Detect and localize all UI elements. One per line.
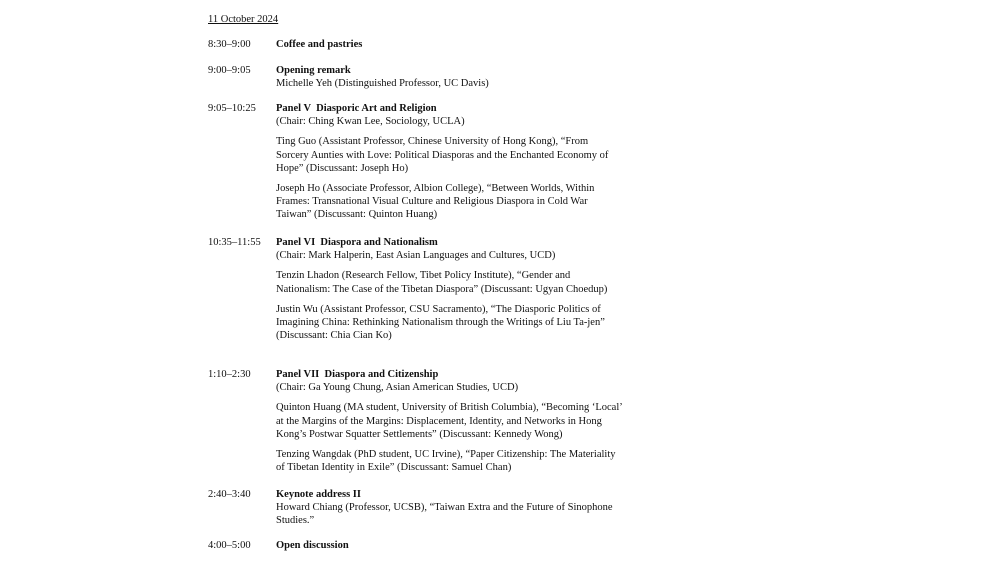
slot-time: 2:40–3:40 <box>208 489 251 500</box>
slot-time: 9:00–9:05 <box>208 65 251 76</box>
talk-line: Ting Guo (Assistant Professor, Chinese University of Hong Kong), “From <box>276 136 589 148</box>
talk-line: Quinton Huang (MA student, University of British Columbia), “Becoming ‘Local’ <box>276 402 623 414</box>
talk-line: Tenzin Lhadon (Research Fellow, Tibet Policy Institute), “Gender and <box>276 270 571 282</box>
slot-body <box>276 102 656 222</box>
speaker-line: Howard Chiang (Professor, UCSB), “Taiwan Extra and the Future of Sinophone <box>276 502 613 514</box>
slot-time: 9:05–10:25 <box>208 103 256 114</box>
talk-entry <box>276 401 656 441</box>
panel-chair: (Chair: Mark Halperin, East Asian Languages and Cultures, UCD) <box>276 250 556 262</box>
talk-line: Nationalism: The Case of the Tibetan Diaspora” (Discussant: Ugyan Choedup) <box>276 283 608 295</box>
slot-body <box>276 236 656 342</box>
slot-body <box>276 38 656 51</box>
speaker-line: Studies.” <box>276 515 315 527</box>
slot-title: Keynote address II <box>276 489 361 500</box>
panel-title: Panel VII Diaspora and Citizenship <box>276 369 439 380</box>
slot-body <box>276 488 656 528</box>
slot-body <box>276 539 656 552</box>
talk-entry <box>276 182 656 222</box>
slot-title: Opening remark <box>276 65 351 76</box>
slot-time: 4:00–5:00 <box>208 540 251 551</box>
talk-line: at the Margins of the Margins: Displacement, Identity, and Networks in Hong <box>276 415 602 427</box>
slot-body <box>276 368 656 474</box>
slot-body <box>276 64 656 90</box>
panel-title: Panel V Diasporic Art and Religion <box>276 103 437 114</box>
talk-entry <box>276 448 656 474</box>
slot-time: 10:35–11:55 <box>208 237 261 248</box>
panel-chair: (Chair: Ga Young Chung, Asian American Studies, UCD) <box>276 382 519 394</box>
panel-title: Panel VI Diaspora and Nationalism <box>276 237 438 248</box>
speaker-line: Michelle Yeh (Distinguished Professor, UC Davis) <box>276 78 489 90</box>
panel-chair: (Chair: Ching Kwan Lee, Sociology, UCLA) <box>276 116 465 128</box>
talk-line: Sorcery Aunties with Love: Political Diasporas and the Enchanted Economy of <box>276 149 609 161</box>
talk-line: Imagining China: Rethinking Nationalism through the Writings of Liu Ta-jen” <box>276 317 605 329</box>
slot-time: 1:10–2:30 <box>208 369 251 380</box>
talk-line: Joseph Ho (Associate Professor, Albion College), “Between Worlds, Within <box>276 183 595 195</box>
talk-line: of Tibetan Identity in Exile” (Discussant: Samuel Chan) <box>276 462 512 474</box>
talk-line: Frames: Transnational Visual Culture and Religious Diaspora in Cold War <box>276 196 588 208</box>
slot-title: Open discussion <box>276 540 349 551</box>
talk-line: Tenzing Wangdak (PhD student, UC Irvine), “Paper Citizenship: The Materiality <box>276 449 616 461</box>
talk-entry <box>276 135 656 175</box>
talk-entry <box>276 269 656 295</box>
talk-line: Hope” (Discussant: Joseph Ho) <box>276 162 409 174</box>
talk-entry <box>276 303 656 343</box>
talk-line: Taiwan” (Discussant: Quinton Huang) <box>276 209 438 221</box>
talk-line: Kong’s Postwar Squatter Settlements” (Discussant: Kennedy Wong) <box>276 428 563 440</box>
talk-line: (Discussant: Chia Cian Ko) <box>276 330 392 342</box>
slot-title: Coffee and pastries <box>276 39 363 50</box>
talk-line: Justin Wu (Assistant Professor, CSU Sacramento), “The Diasporic Politics of <box>276 303 601 315</box>
slot-time: 8:30–9:00 <box>208 39 251 50</box>
program-date: 11 October 2024 <box>208 14 279 25</box>
